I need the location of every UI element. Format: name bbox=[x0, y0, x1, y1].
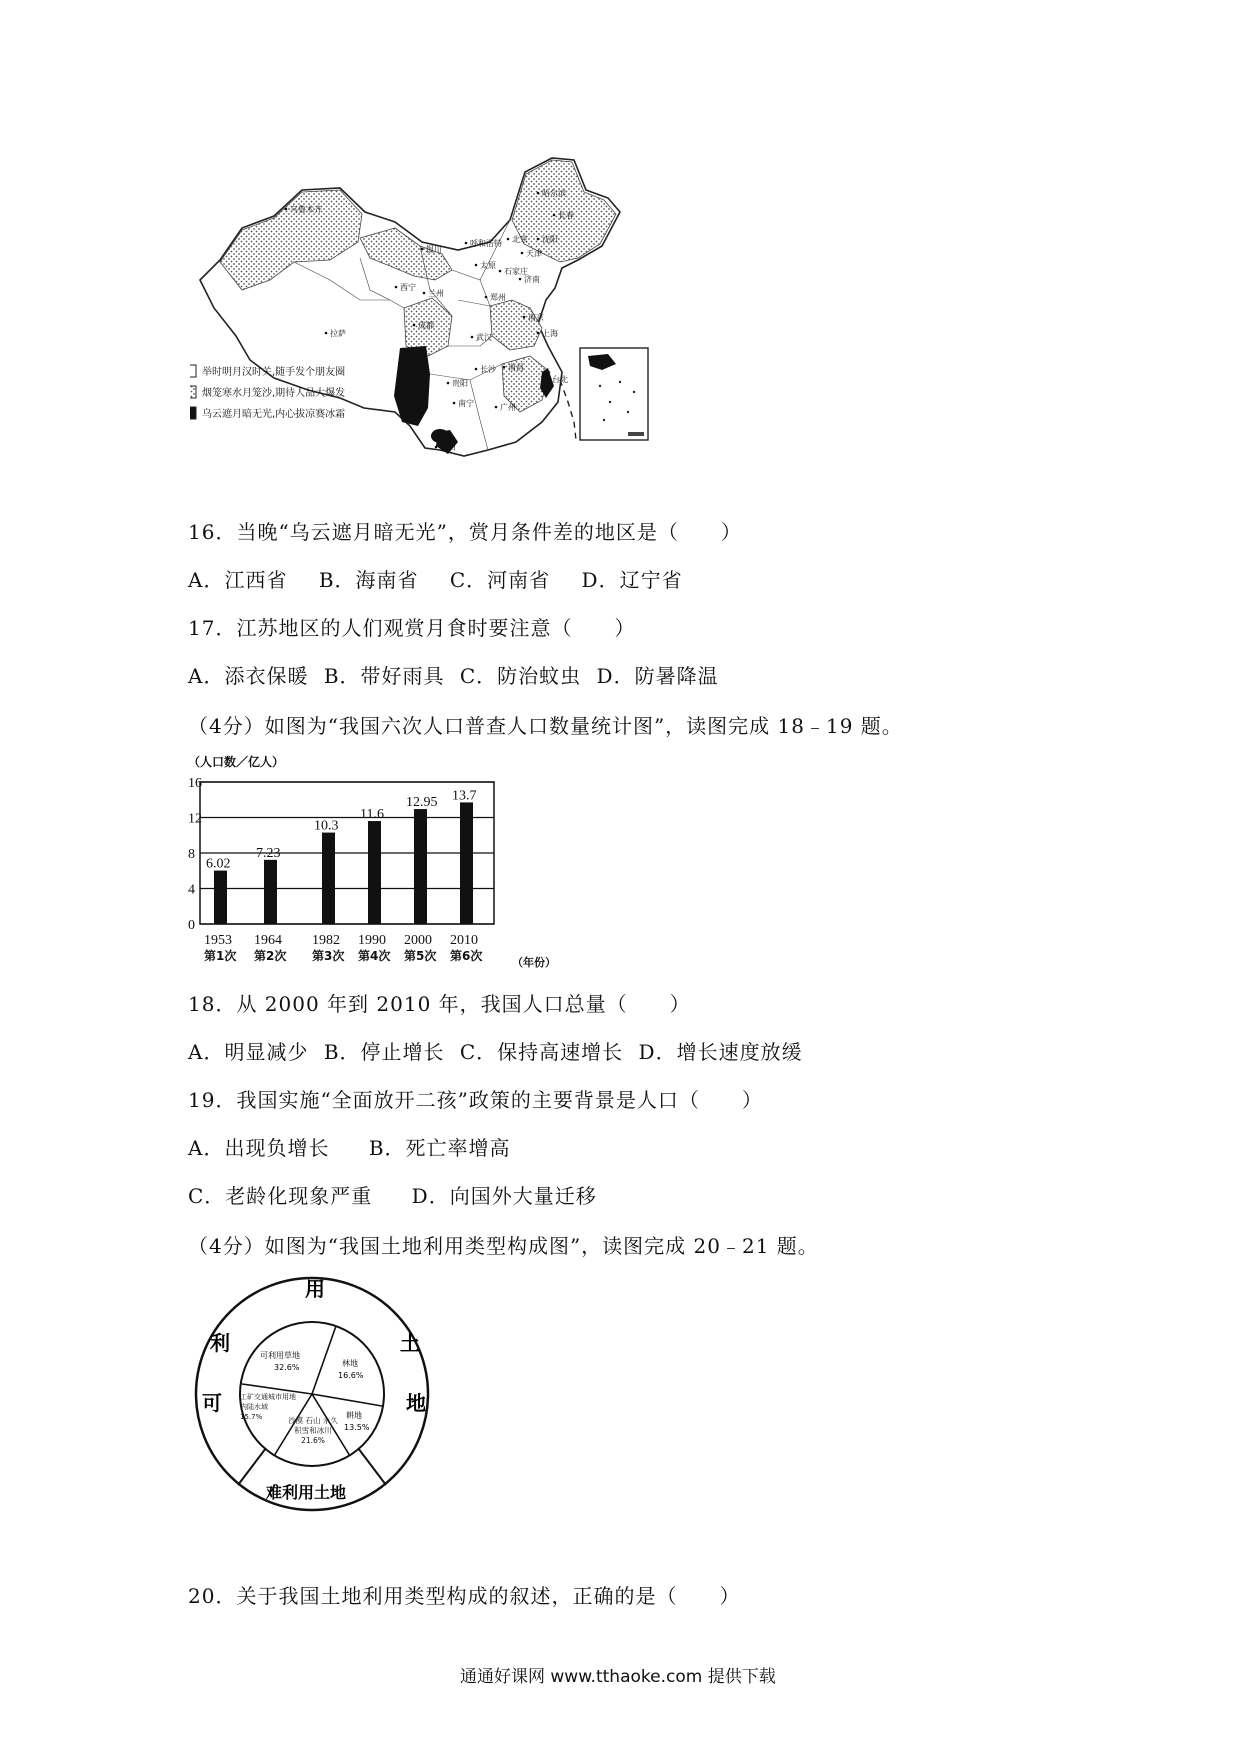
population-bar-chart bbox=[188, 752, 560, 974]
bottom-label: 难利用土地 bbox=[266, 1483, 347, 1502]
map-city-label: 昆明 bbox=[408, 403, 424, 412]
land-use-figure bbox=[190, 1270, 440, 1515]
map-city-label: 海口 bbox=[440, 443, 456, 452]
chart-census-label: 第6次 bbox=[450, 949, 483, 963]
chart-bar bbox=[214, 871, 227, 924]
chart-census-label: 第5次 bbox=[404, 949, 437, 963]
q17-option-b[interactable]: B．带好雨具 bbox=[323, 664, 445, 688]
question-17-stem: 17．江苏地区的人们观赏月食时要注意（ ） bbox=[188, 616, 636, 640]
segment-industrial-name: 工矿交通城市用地内陆水域 bbox=[240, 1393, 296, 1411]
q18-option-c[interactable]: C．保持高速增长 bbox=[459, 1040, 624, 1064]
segment-farmland-value: 13.5% bbox=[344, 1423, 370, 1432]
map-city-label: 广州 bbox=[500, 403, 516, 412]
outer-char-yong: 用 bbox=[305, 1277, 325, 1301]
chart-bar bbox=[414, 809, 427, 924]
chart-y-tick: 4 bbox=[188, 882, 195, 898]
q19-option-b[interactable]: B．死亡率增高 bbox=[368, 1136, 511, 1160]
segment-industrial bbox=[240, 1392, 296, 1436]
chart-y-label: （人口数／亿人） bbox=[188, 755, 285, 769]
map-city-label: 兰州 bbox=[428, 289, 444, 298]
map-city-label: 天津 bbox=[526, 249, 542, 258]
map-city-label: 贵阳 bbox=[452, 379, 468, 388]
segment-industrial-value: 15.7% bbox=[240, 1413, 263, 1421]
outer-char-ke: 可 bbox=[202, 1391, 222, 1415]
map-city-label: 石家庄 bbox=[504, 267, 528, 276]
map-city-label: 郑州 bbox=[490, 293, 506, 302]
chart-x-tick: 1953 bbox=[204, 933, 232, 948]
q16-option-a[interactable]: A．江西省 bbox=[188, 568, 288, 592]
q18-option-d[interactable]: D．增长速度放缓 bbox=[638, 1040, 803, 1064]
q17-option-d[interactable]: D．防暑降温 bbox=[596, 664, 719, 688]
chart-value-label: 11.6 bbox=[360, 807, 384, 823]
chart-bar bbox=[460, 802, 473, 924]
question-17-options bbox=[188, 660, 719, 689]
question-18-stem: 18．从 2000 年到 2010 年，我国人口总量（ ） bbox=[188, 992, 691, 1016]
intro-20-21: （4分）如图为“我国土地利用类型构成图”，读图完成 20﹣21 题。 bbox=[188, 1234, 819, 1258]
legend-dotted-label: 烟笼寒水月笼沙,期待人品大爆发 bbox=[202, 388, 346, 399]
outer-char-di: 地 bbox=[406, 1391, 426, 1415]
question-16-options bbox=[188, 564, 683, 593]
q19-option-a[interactable]: A．出现负增长 bbox=[188, 1136, 330, 1160]
segment-desert-value: 21.6% bbox=[301, 1436, 325, 1445]
q19-option-d[interactable]: D．向国外大量迁移 bbox=[411, 1184, 597, 1208]
map-city-label: 南昌 bbox=[508, 363, 524, 372]
map-city-label: 成都 bbox=[418, 321, 434, 330]
hainan-island bbox=[431, 429, 449, 443]
chart-x-tick: 1964 bbox=[254, 933, 282, 948]
segment-grassland-value: 32.6% bbox=[274, 1363, 300, 1372]
q18-option-a[interactable]: A．明显减少 bbox=[188, 1040, 309, 1064]
chart-value-label: 7.23 bbox=[256, 845, 281, 861]
q18-option-b[interactable]: B．停止增长 bbox=[323, 1040, 445, 1064]
chart-census-label: 第1次 bbox=[204, 949, 237, 963]
legend-black-label: 乌云遮月暗无光,内心拔凉赛冰霜 bbox=[202, 409, 346, 420]
segment-desert-name: 沙漠 石山 永久 积雪和冰川 bbox=[288, 1416, 338, 1435]
chart-x-label: （年份） bbox=[512, 956, 556, 969]
question-19-options-row1 bbox=[188, 1132, 511, 1161]
map-city-label: 上海 bbox=[542, 329, 558, 338]
segment-farmland-name: 耕地 bbox=[346, 1411, 362, 1420]
map-city-label: 台北 bbox=[552, 375, 568, 384]
segment-forest-name: 林地 bbox=[342, 1359, 358, 1368]
map-city-label: 太原 bbox=[480, 261, 496, 270]
map-city-label: 长沙 bbox=[480, 365, 496, 374]
question-20-stem: 20．关于我国土地利用类型构成的叙述，正确的是（ ） bbox=[188, 1584, 741, 1608]
chart-census-label: 第3次 bbox=[312, 949, 345, 963]
map-city-label: 西宁 bbox=[400, 283, 416, 292]
question-18-options bbox=[188, 1036, 803, 1065]
chart-value-label: 12.95 bbox=[406, 795, 438, 811]
map-city-label: 乌鲁木齐 bbox=[290, 205, 322, 214]
population-chart bbox=[188, 752, 560, 974]
map-city-label: 呼和浩特 bbox=[470, 239, 502, 248]
map-legend bbox=[190, 365, 345, 420]
outer-char-li: 利 bbox=[210, 1331, 230, 1355]
outer-char-tu: 土 bbox=[400, 1331, 420, 1355]
chart-census-label: 第2次 bbox=[254, 949, 287, 963]
chart-bar bbox=[368, 821, 381, 924]
question-19-stem: 19．我国实施“全面放开二孩”政策的主要背景是人口（ ） bbox=[188, 1088, 763, 1112]
segment-grassland-name: 可利用草地 bbox=[260, 1351, 300, 1360]
china-map bbox=[190, 150, 718, 495]
q16-option-d[interactable]: D．辽宁省 bbox=[581, 568, 683, 592]
q16-option-c[interactable]: C．河南省 bbox=[449, 568, 551, 592]
chart-value-label: 10.3 bbox=[314, 818, 339, 834]
q17-option-c[interactable]: C．防治蚊虫 bbox=[459, 664, 582, 688]
q19-option-c[interactable]: C．老龄化现象严重 bbox=[188, 1184, 373, 1208]
chart-x-tick: 2000 bbox=[404, 933, 432, 948]
chart-x-tick: 1990 bbox=[358, 933, 386, 948]
chart-y-tick: 16 bbox=[188, 776, 202, 791]
map-city-label: 济南 bbox=[524, 275, 540, 284]
map-city-label: 哈尔滨 bbox=[542, 189, 566, 198]
map-city-label: 南京 bbox=[528, 313, 544, 322]
q16-option-b[interactable]: B．海南省 bbox=[318, 568, 419, 592]
chart-y-tick: 8 bbox=[188, 847, 195, 862]
question-16-stem: 16．当晚“乌云遮月暗无光”，赏月条件差的地区是（ ） bbox=[188, 520, 742, 544]
chart-bar bbox=[264, 860, 277, 924]
map-city-label: 拉萨 bbox=[330, 329, 346, 338]
chart-y-tick: 12 bbox=[188, 811, 202, 827]
map-city-label: 长春 bbox=[558, 211, 574, 220]
footer-source: 通通好课网 www.tthaoke.com 提供下载 bbox=[460, 1667, 776, 1687]
q17-option-a[interactable]: A．添衣保暖 bbox=[188, 664, 309, 688]
segment-forest-value: 16.6% bbox=[338, 1371, 364, 1380]
chart-census-label: 第4次 bbox=[358, 949, 391, 963]
map-city-label: 南宁 bbox=[458, 399, 474, 408]
intro-18-19: （4分）如图为“我国六次人口普查人口数量统计图”，读图完成 18﹣19 题。 bbox=[188, 714, 903, 738]
question-19-options-row2 bbox=[188, 1180, 597, 1209]
legend-white-label: 举时明月汉时关,随手发个朋友圈 bbox=[202, 367, 346, 378]
map-city-label: 沈阳 bbox=[542, 235, 558, 244]
chart-bar bbox=[322, 833, 335, 924]
chart-x-tick: 2010 bbox=[450, 933, 478, 948]
china-map-figure bbox=[190, 150, 718, 495]
map-city-label: 北京 bbox=[512, 235, 528, 244]
chart-value-label: 6.02 bbox=[206, 856, 231, 872]
chart-x-tick: 1982 bbox=[312, 933, 340, 948]
chart-value-label: 13.7 bbox=[452, 788, 477, 804]
map-city-label: 武汉 bbox=[476, 333, 492, 342]
chart-y-tick: 0 bbox=[188, 918, 195, 933]
map-city-label: 银川 bbox=[426, 245, 442, 254]
land-use-circle-chart bbox=[190, 1270, 440, 1515]
